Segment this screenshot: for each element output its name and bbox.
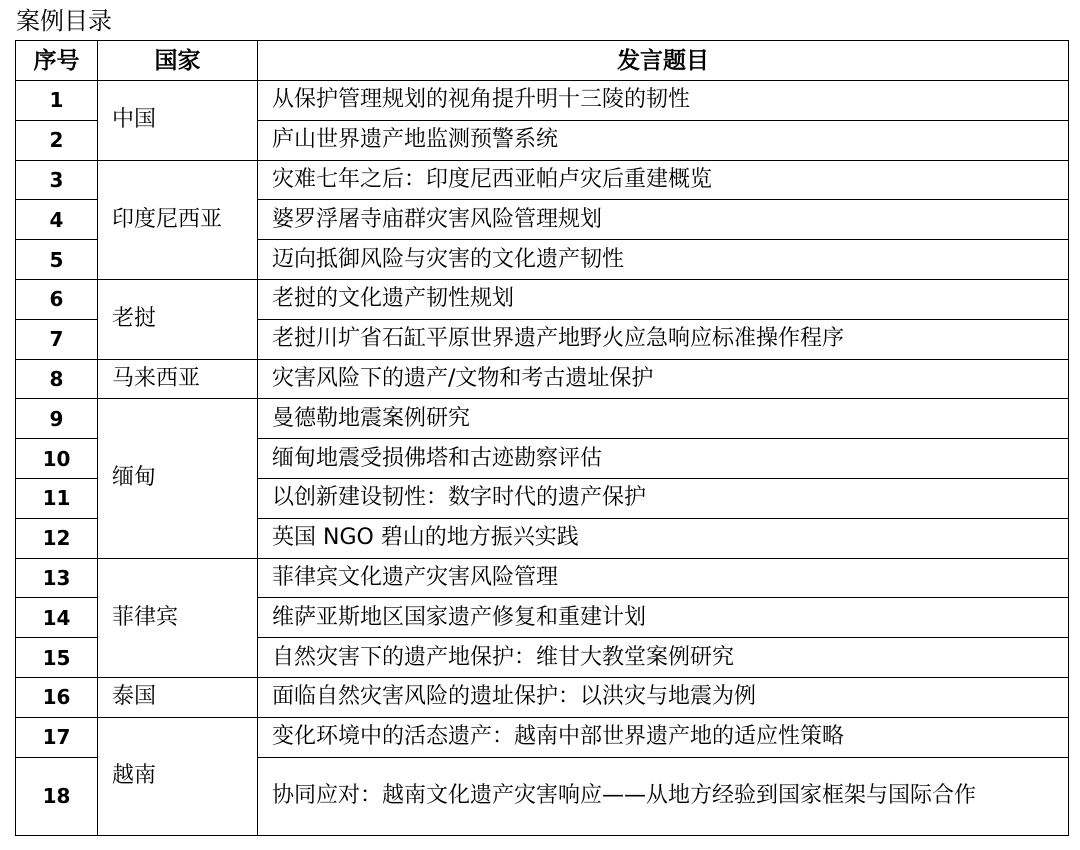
- talk-title: 灾难七年之后：印度尼西亚帕卢灾后重建概览: [258, 161, 1069, 201]
- country-cell: 泰国: [98, 678, 258, 718]
- talk-title: 菲律宾文化遗产灾害风险管理: [258, 559, 1069, 599]
- document-heading: 案例目录: [16, 7, 112, 35]
- talk-title: 从保护管理规划的视角提升明十三陵的韧性: [258, 81, 1069, 121]
- country-cell: 越南: [98, 718, 258, 836]
- row-number: 5: [16, 240, 98, 280]
- talk-title: 庐山世界遗产地监测预警系统: [258, 121, 1069, 161]
- country-cell: 印度尼西亚: [98, 161, 258, 280]
- country-cell: 老挝: [98, 280, 258, 360]
- talk-title: 曼德勒地震案例研究: [258, 399, 1069, 439]
- row-number: 13: [16, 559, 98, 599]
- row-number: 18: [16, 758, 98, 836]
- case-table: [15, 40, 1069, 836]
- talk-title: 老挝川圹省石缸平原世界遗产地野火应急响应标准操作程序: [258, 320, 1069, 360]
- talk-title: 协同应对：越南文化遗产灾害响应——从地方经验到国家框架与国际合作: [258, 758, 1069, 836]
- talk-title: 缅甸地震受损佛塔和古迹勘察评估: [258, 439, 1069, 479]
- row-number: 15: [16, 638, 98, 678]
- row-number: 16: [16, 678, 98, 718]
- talk-title: 婆罗浮屠寺庙群灾害风险管理规划: [258, 200, 1069, 240]
- row-number: 9: [16, 399, 98, 439]
- talk-title: 维萨亚斯地区国家遗产修复和重建计划: [258, 598, 1069, 638]
- row-number: 4: [16, 200, 98, 240]
- country-cell: 马来西亚: [98, 360, 258, 400]
- talk-title: 灾害风险下的遗产/文物和考古遗址保护: [258, 360, 1069, 400]
- talk-title: 面临自然灾害风险的遗址保护：以洪灾与地震为例: [258, 678, 1069, 718]
- row-number: 2: [16, 121, 98, 161]
- row-number: 3: [16, 161, 98, 201]
- row-number: 1: [16, 81, 98, 121]
- row-number: 17: [16, 718, 98, 758]
- row-number: 7: [16, 320, 98, 360]
- talk-title: 变化环境中的活态遗产：越南中部世界遗产地的适应性策略: [258, 718, 1069, 758]
- talk-title: 迈向抵御风险与灾害的文化遗产韧性: [258, 240, 1069, 280]
- talk-title: 自然灾害下的遗产地保护：维甘大教堂案例研究: [258, 638, 1069, 678]
- country-cell: 缅甸: [98, 399, 258, 558]
- talk-title: 老挝的文化遗产韧性规划: [258, 280, 1069, 320]
- row-number: 12: [16, 519, 98, 559]
- talk-title: 英国 NGO 碧山的地方振兴实践: [258, 519, 1069, 559]
- header-number: 序号: [16, 41, 98, 81]
- country-cell: 菲律宾: [98, 559, 258, 678]
- row-number: 8: [16, 360, 98, 400]
- row-number: 6: [16, 280, 98, 320]
- country-cell: 中国: [98, 81, 258, 161]
- row-number: 10: [16, 439, 98, 479]
- talk-title: 以创新建设韧性：数字时代的遗产保护: [258, 479, 1069, 519]
- header-country: 国家: [98, 41, 258, 81]
- row-number: 14: [16, 598, 98, 638]
- row-number: 11: [16, 479, 98, 519]
- header-title: 发言题目: [258, 41, 1069, 81]
